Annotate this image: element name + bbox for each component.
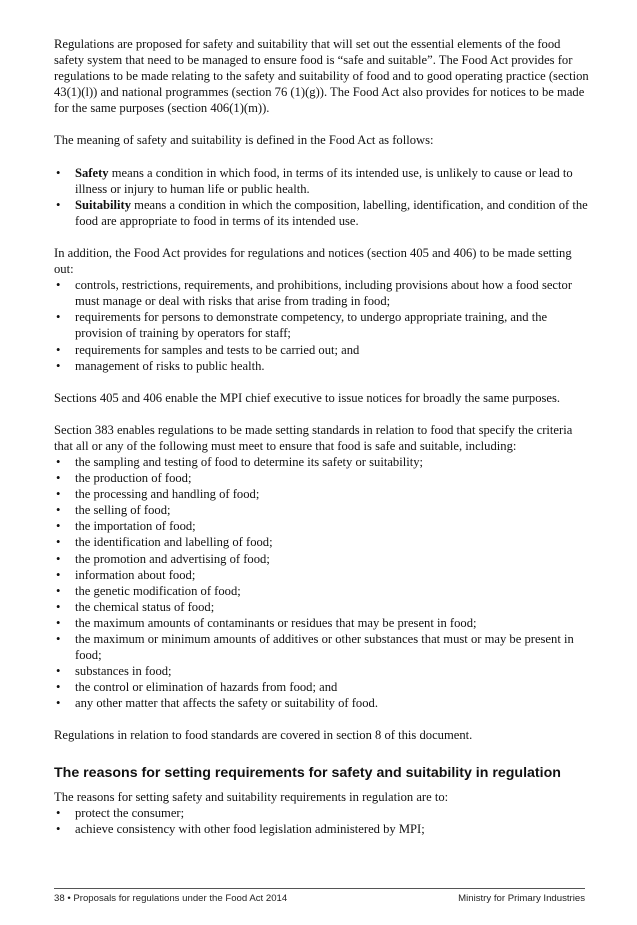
regs-notices-intro: In addition, the Food Act provides for regulations and notices (section 405 and 406) to be made setting out: <box>54 245 572 277</box>
list-item: • management of risks to public health. <box>56 358 265 373</box>
bullet: • <box>56 632 61 646</box>
bullet: • <box>56 197 61 212</box>
footer-page-title: 38 • Proposals for regulations under the Food Act 2014 <box>54 893 288 904</box>
list-item: • the importation of food; <box>56 519 196 534</box>
intro-paragraph: Regulations are proposed for safety and suitability that will set out the essential elements of the food safety system that need to be managed to ensure food is “safe and suitable”. The Food Act provides for regulations to be made relating to the safety and suitability of food and to good operating practice (section 43(1)(l)) and national programmes (section 76 (1)(g)). The Food Act also provides for notices to be made for the same purposes (section 406(1)(m)). <box>54 37 589 116</box>
list-item: • substances in food; <box>56 664 172 679</box>
section-heading: The reasons for setting requirements for safety and suitability in regulation <box>54 764 561 781</box>
bullet: • <box>56 342 61 357</box>
list-item: • the identification and labelling of food; <box>56 535 273 550</box>
list-item <box>54 197 590 229</box>
bullet: • <box>56 519 61 534</box>
list-item: • requirements for samples and tests to be carried out; and <box>56 342 360 357</box>
definition-text: means a condition in which food, in terms of its intended use, is unlikely to cause or lead to illness or injury to human life or public health. <box>75 165 573 196</box>
bullet: • <box>56 278 61 293</box>
list-item: • achieve consistency with other food legislation administered by MPI; <box>56 821 425 836</box>
definition-intro: The meaning of safety and suitability is defined in the Food Act as follows: <box>54 133 434 148</box>
list-item: • the promotion and advertising of food; <box>56 551 270 566</box>
bullet: • <box>56 599 61 614</box>
bullet: • <box>56 471 61 486</box>
list-item <box>54 165 590 197</box>
regs-notices-list <box>54 277 590 374</box>
list-item: • the control or elimination of hazards from food; and <box>56 680 338 695</box>
definition-text: means a condition in which the composition, labelling, identification, and condition of the food are appropriate to food in terms of its intended use. <box>75 197 588 228</box>
bullet: • <box>56 805 61 820</box>
list-item: • the genetic modification of food; <box>56 583 241 598</box>
page-footer <box>54 888 585 905</box>
list-item: • the maximum or minimum amounts of additives or other substances that must or may be present in food; <box>56 632 574 663</box>
bullet: • <box>56 165 61 180</box>
bullet: • <box>56 487 61 502</box>
list-item: • any other matter that affects the safety or suitability of food. <box>56 696 378 711</box>
list-item: • the sampling and testing of food to determine its safety or suitability; <box>56 454 424 469</box>
bullet: • <box>56 310 61 325</box>
bullet: • <box>56 821 61 836</box>
bullet: • <box>56 535 61 550</box>
definition-term: Suitability <box>75 197 131 212</box>
list-item: • the chemical status of food; <box>56 599 215 614</box>
bullet: • <box>56 583 61 598</box>
footer-organisation: Ministry for Primary Industries <box>458 893 585 904</box>
bullet: • <box>56 567 61 582</box>
definitions-list <box>54 165 590 229</box>
bullet: • <box>56 680 61 695</box>
bullet: • <box>56 696 61 711</box>
list-item: • protect the consumer; <box>56 805 185 820</box>
list-item: • the production of food; <box>56 471 192 486</box>
bullet: • <box>56 615 61 630</box>
sections-405-406-paragraph: Sections 405 and 406 enable the MPI chief executive to issue notices for broadly the same purposes. <box>54 390 561 405</box>
food-standards-note: Regulations in relation to food standards are covered in section 8 of this document. <box>54 728 473 743</box>
list-item: • information about food; <box>56 567 196 582</box>
list-item: • controls, restrictions, requirements, and prohibitions, including provisions about how a food sector must manage or deal with risks that arise from trading in food; <box>56 278 573 309</box>
list-item: • the selling of food; <box>56 503 171 518</box>
reasons-intro: The reasons for setting safety and suitability requirements in regulation are to: <box>54 789 449 804</box>
document-body <box>54 36 590 837</box>
bullet: • <box>56 454 61 469</box>
bullet: • <box>56 551 61 566</box>
definition-term: Safety <box>75 165 109 180</box>
bullet: • <box>56 358 61 373</box>
section-383-intro: Section 383 enables regulations to be made setting standards in relation to food that specify the criteria that all or any of the following must meet to ensure that food is safe and suitable, including: <box>54 422 573 453</box>
list-item: • the maximum amounts of contaminants or residues that may be present in food; <box>56 615 477 630</box>
bullet: • <box>56 664 61 679</box>
section-383-list <box>54 454 590 712</box>
reasons-list <box>54 805 590 837</box>
bullet: • <box>56 503 61 518</box>
list-item: • requirements for persons to demonstrate competency, to undergo appropriate training, and the provision of training by operators for staff; <box>56 310 548 341</box>
list-item: • the processing and handling of food; <box>56 487 260 502</box>
